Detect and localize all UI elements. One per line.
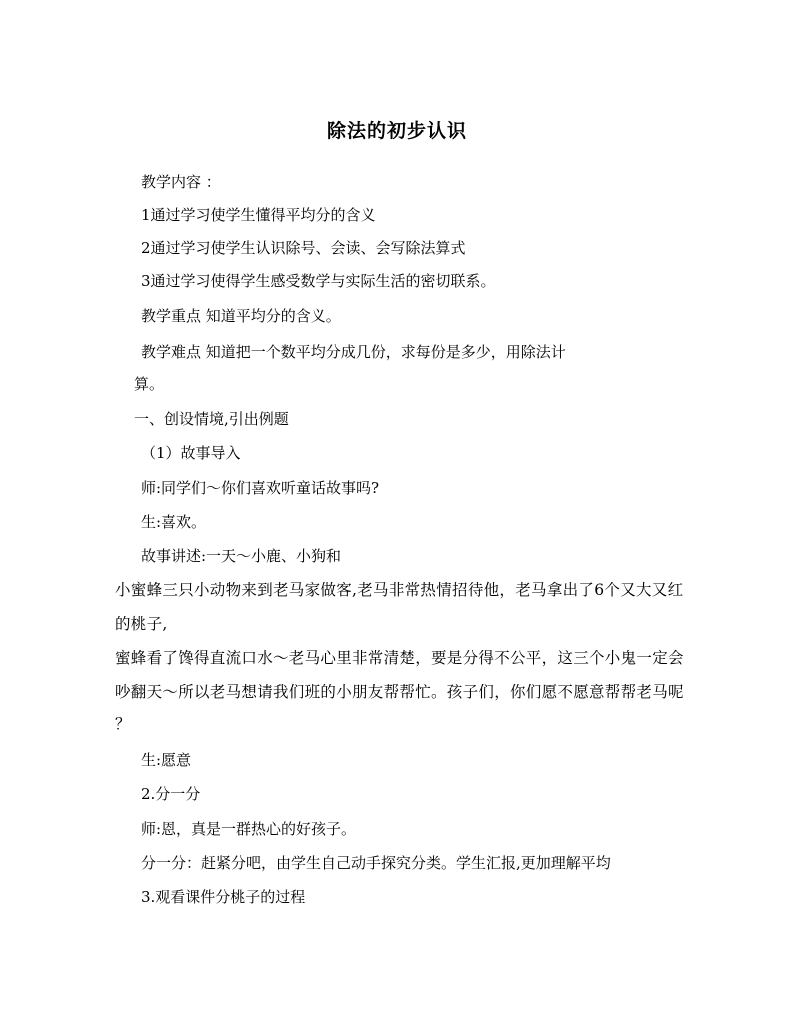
text-line: 1通过学习使学生懂得平均分的含义: [141, 206, 376, 224]
subsection-heading: 3.观看课件分桃子的过程: [141, 888, 306, 906]
text-line: 2通过学习使学生认识除号、会读、会写除法算式: [141, 239, 466, 257]
text-line: 教学难点 知道把一个数平均分成几份，求每份是多少，用除法计: [141, 343, 566, 361]
text-line: 师:同学们～你们喜欢听童话故事吗?: [141, 479, 380, 497]
text-line: 师:恩，真是一群热心的好孩子。: [141, 820, 357, 838]
text-line: 生:愿意: [141, 751, 192, 769]
subsection-heading: （1）故事导入: [141, 444, 241, 462]
text-line: 生:喜欢。: [141, 513, 207, 531]
text-line: 的桃子,: [115, 615, 168, 633]
text-line: 小蜜蜂三只小动物来到老马家做客,老马非常热情招待他，老马拿出了6个又大又红: [115, 581, 684, 599]
text-line: 3通过学习使得学生感受数学与实际生活的密切联系。: [141, 272, 496, 290]
text-line: 教学内容 ：: [141, 173, 221, 191]
text-line: ？: [115, 715, 131, 733]
section-heading: 一、创设情境,引出例题: [134, 410, 289, 428]
text-line: 分一分：赶紧分吧，由学生自己动手探究分类。学生汇报,更加理解平均: [141, 854, 611, 872]
text-line: 算。: [134, 375, 165, 393]
text-line: 蜜蜂看了馋得直流口水～老马心里非常清楚，要是分得不公平，这三个小鬼一定会: [115, 649, 684, 667]
document-title: 除法的初步认识: [326, 120, 467, 142]
text-line: 故事讲述:一天～小鹿、小狗和: [141, 547, 342, 565]
subsection-heading: 2.分一分: [141, 785, 201, 803]
text-line: 吵翻天～所以老马想请我们班的小朋友帮帮忙。孩子们，你们愿不愿意帮帮老马呢: [115, 683, 684, 701]
text-line: 教学重点 知道平均分的含义。: [141, 307, 341, 325]
